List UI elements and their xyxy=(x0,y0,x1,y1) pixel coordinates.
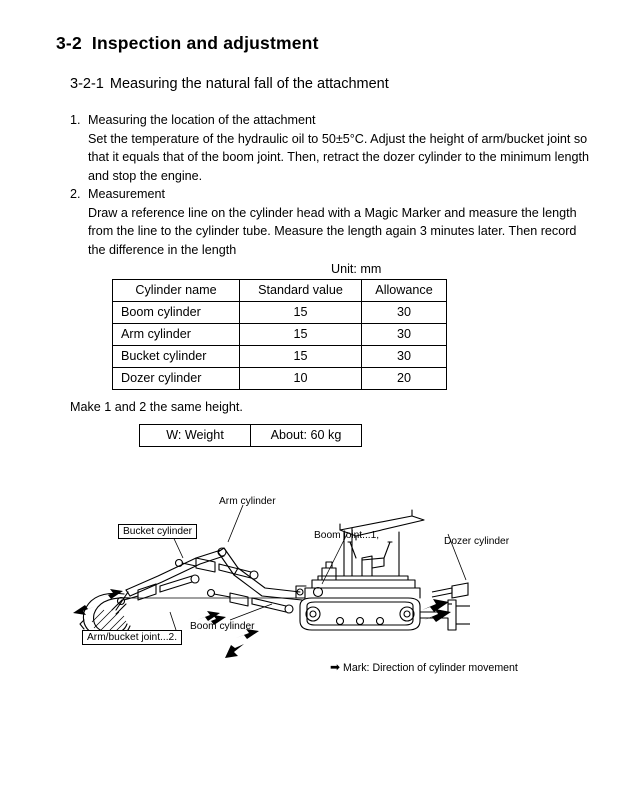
step-2-body: Draw a reference line on the cylinder head with a Magic Marker and measure the length from the line to the cylinder tube. Measure the length again 3 minutes later. Then record the difference in the length xyxy=(88,205,577,257)
label-arm-cylinder: Arm cylinder xyxy=(219,496,276,507)
step-1-number: 1. xyxy=(70,113,81,127)
table-row xyxy=(113,302,447,324)
cylinder-table xyxy=(112,279,447,390)
header-standard-value: Standard value xyxy=(240,280,362,302)
header-cylinder-name: Cylinder name xyxy=(113,280,240,302)
table-row xyxy=(140,425,362,447)
header-allowance: Allowance xyxy=(362,280,447,302)
excavator-drawing xyxy=(0,480,628,690)
cell-standard: 15 xyxy=(240,302,362,324)
label-boom-cylinder: Boom cylinder xyxy=(190,621,255,632)
step-1-title: Measuring the location of the attachment xyxy=(88,113,316,127)
cell-name: Dozer cylinder xyxy=(113,368,240,390)
arrow-icon: ➡ xyxy=(330,660,341,674)
excavator-diagram xyxy=(0,480,628,690)
weight-table xyxy=(139,424,362,447)
cell-name: Bucket cylinder xyxy=(113,346,240,368)
cell-allowance: 30 xyxy=(362,346,447,368)
label-bucket-cylinder: Bucket cylinder xyxy=(118,524,197,539)
weight-value: About: 60 kg xyxy=(251,425,362,447)
cell-standard: 15 xyxy=(240,346,362,368)
weight-label: W: Weight xyxy=(140,425,251,447)
table-row xyxy=(113,346,447,368)
cell-allowance: 30 xyxy=(362,324,447,346)
figure-note-text: Mark: Direction of cylinder movement xyxy=(343,662,518,674)
section-title: Inspection and adjustment xyxy=(91,33,319,53)
unit-label: Unit: mm xyxy=(331,262,382,276)
page-title xyxy=(56,33,319,54)
step-2-title: Measurement xyxy=(88,187,165,201)
step-2 xyxy=(70,185,590,259)
step-2-number: 2. xyxy=(70,187,81,201)
table-header-row xyxy=(113,280,447,302)
cell-allowance: 20 xyxy=(362,368,447,390)
subsection-label: Measuring the natural fall of the attachment xyxy=(109,76,389,92)
step-1 xyxy=(70,111,590,185)
label-boom-joint: Boom joint...1, xyxy=(314,530,380,541)
make-note: Make 1 and 2 the same height. xyxy=(70,400,243,414)
cell-standard: 15 xyxy=(240,324,362,346)
subsection-number: 3-2-1 xyxy=(70,76,104,92)
cell-name: Boom cylinder xyxy=(113,302,240,324)
subsection-title xyxy=(70,76,389,92)
label-dozer-cylinder: Dozer cylinder xyxy=(444,536,510,547)
label-arm-bucket-joint: Arm/bucket joint...2. xyxy=(82,630,182,645)
figure-note xyxy=(330,661,518,674)
section-number: 3-2 xyxy=(56,33,82,53)
table-row xyxy=(113,368,447,390)
cell-allowance: 30 xyxy=(362,302,447,324)
cell-standard: 10 xyxy=(240,368,362,390)
table-row xyxy=(113,324,447,346)
step-1-body: Set the temperature of the hydraulic oil to 50±5°C. Adjust the height of arm/bucket joint so that it equals that of the boom joint. Then, retract the dozer cylinder to the minimum length and stop the engine. xyxy=(88,131,589,183)
cell-name: Arm cylinder xyxy=(113,324,240,346)
